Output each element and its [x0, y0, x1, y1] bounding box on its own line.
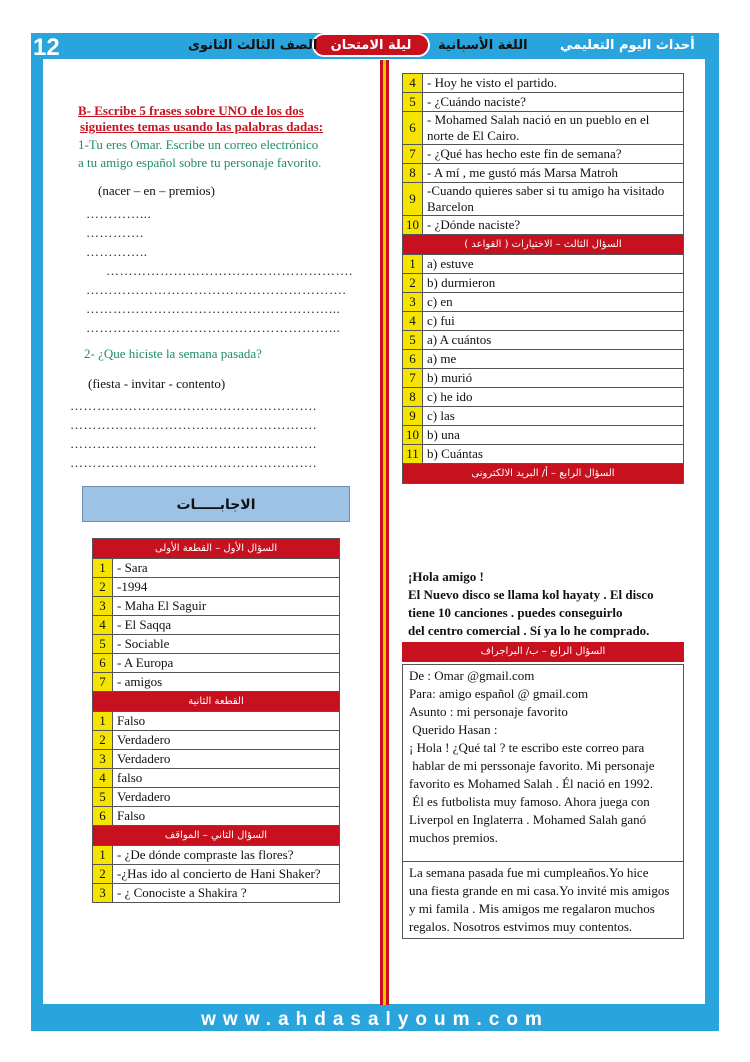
topic1-words: (nacer – en – premios) [98, 183, 215, 198]
answers-title: الاجابـــــات [82, 486, 350, 522]
answers-table-left [92, 538, 340, 903]
table-row: 2 b) durmieron [403, 274, 684, 293]
answer-line: ………………………………………………. [106, 263, 353, 278]
answer-line: …………………………………………………. [86, 282, 347, 297]
table-row: 4 falso [93, 769, 340, 788]
topic2-words: (fiesta - invitar - contento) [88, 376, 226, 391]
table-row: 11 b) Cuántas [403, 445, 684, 464]
section-header: السؤال الثاني – المواقف [93, 826, 340, 846]
table-row: 5 - ¿Cuándo naciste? [403, 93, 684, 112]
section-header: السؤال الرابع – ب/ البراجراف [402, 642, 684, 662]
writing-title-line1: B- Escribe 5 frases sobre UNO de los dos [78, 103, 304, 118]
section-header: السؤال الرابع – أ/ البريد الالكترونى [403, 464, 684, 484]
header-grade: الصف الثالث الثانوى [188, 38, 318, 53]
footer-website: www.ahdasalyoum.com [201, 1009, 549, 1030]
table-row: 3 - Maha El Saguir [93, 597, 340, 616]
page-number: 12 [33, 34, 60, 61]
table-row: 6 - Mohamed Salah nació en un pueblo en el norte de El Cairo. [403, 112, 684, 145]
paragraph-box: La semana pasada fue mi cumpleaños.Yo hice una fiesta grande en mi casa.Yo invité mis amigos y mi famila . Mis amigos me regalaron muchos regalos. Nosotros estvimos muy contentos. [402, 861, 684, 939]
table-row: 6 a) me [403, 350, 684, 369]
table-row: 5 Verdadero [93, 788, 340, 807]
table-row: 7 - amigos [93, 673, 340, 692]
table-row: 6 - A Europa [93, 654, 340, 673]
header-brand: أحداث اليوم التعليمي [560, 38, 695, 53]
table-row: 3 c) en [403, 293, 684, 312]
section-header: السؤال الثالث – الاختيارات ( القواعد ) [403, 235, 684, 255]
table-row: 7 - ¿Qué has hecho este fin de semana? [403, 145, 684, 164]
answer-line: …………... [86, 206, 152, 221]
answer-line: …………. [86, 225, 144, 240]
answer-line: ………………………………………………... [86, 320, 341, 335]
table-row: 2 -1994 [93, 578, 340, 597]
answer-line: ………….. [86, 244, 148, 259]
topic2-question: 2- ¿Que hiciste la semana pasada? [84, 346, 262, 361]
answers-table-right [402, 73, 684, 484]
table-row: 1 a) estuve [403, 255, 684, 274]
table-row: 3 - ¿ Conociste a Shakira ? [93, 884, 340, 903]
table-row: 1 - Sara [93, 559, 340, 578]
table-row: 3 Verdadero [93, 750, 340, 769]
header-subject: اللغة الأسبانية [438, 38, 528, 53]
table-row: 4 c) fui [403, 312, 684, 331]
email-answer-block: ¡Hola amigo ! El Nuevo disco se llama kol hayaty . El disco tiene 10 canciones . puedes conseguirlo del centro comercial . Sí ya lo he comprado. [408, 569, 654, 638]
table-row: 9 -Cuando quieres saber si tu amigo ha visitado Barcelon [403, 183, 684, 216]
table-row: 5 - Sociable [93, 635, 340, 654]
topic1-line2: a tu amigo español sobre tu personaje favorito. [78, 155, 322, 170]
email-letter-box: De : Omar @gmail.com Para: amigo español @ gmail.com Asunto : mi personaje favorito Querido Hasan : ¡ Hola ! ¿Qué tal ? te escribo este correo para hablar de mi perssonaje favorito. Mi personaje favorito es Mohamed Salah . Él nació en 1992. Él es futbolista muy famoso. Ahora juega con Liverpol en Inglaterra . Mohamed Salah ganó muchos premios. [402, 664, 684, 862]
table-row: 1 Falso [93, 712, 340, 731]
table-row: 8 c) he ido [403, 388, 684, 407]
table-row: 10 - ¿Dónde naciste? [403, 216, 684, 235]
column-divider [380, 60, 389, 1005]
answer-line: ………………………………………………. [70, 398, 317, 413]
answer-line: ………………………………………………... [86, 301, 341, 316]
table-row: 2 -¿Has ido al concierto de Hani Shaker? [93, 865, 340, 884]
table-row: 5 a) A cuántos [403, 331, 684, 350]
table-row: 8 - A mí , me gustó más Marsa Matroh [403, 164, 684, 183]
table-row: 9 c) las [403, 407, 684, 426]
table-row: 7 b) murió [403, 369, 684, 388]
table-row: 4 - El Saqqa [93, 616, 340, 635]
table-row: 1 - ¿De dónde compraste las flores? [93, 846, 340, 865]
header-exam-night-badge: ليلة الامتحان [312, 33, 430, 57]
table-row: 4 - Hoy he visto el partido. [403, 74, 684, 93]
answer-line: ………………………………………………. [70, 417, 317, 432]
table-row: 10 b) una [403, 426, 684, 445]
writing-title-line2: siguientes temas usando las palabras dadas: [80, 119, 324, 134]
table-row: 6 Falso [93, 807, 340, 826]
answer-line: ………………………………………………. [70, 455, 317, 470]
section-header: القطعة الثانية [93, 692, 340, 712]
answer-line: ………………………………………………. [70, 436, 317, 451]
table-row: 2 Verdadero [93, 731, 340, 750]
topic1-line1: 1-Tu eres Omar. Escribe un correo electrónico [78, 137, 319, 152]
section-header: السؤال الأول – القطعة الأولى [93, 539, 340, 559]
